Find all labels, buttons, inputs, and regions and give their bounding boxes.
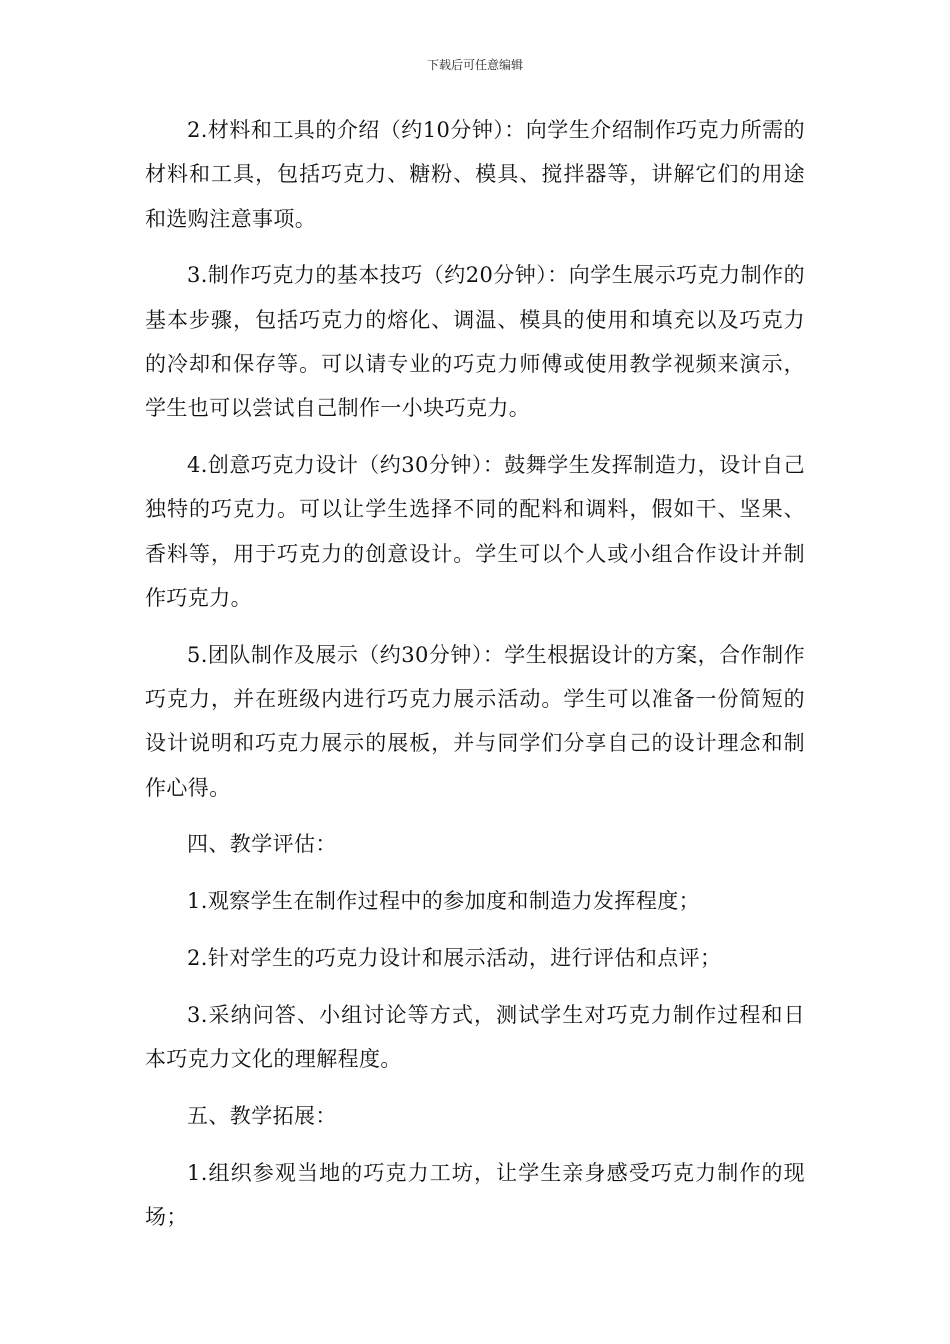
paragraph-extension-1: 1.组织参观当地的巧克力工坊，让学生亲身感受巧克力制作的现场； — [145, 1160, 805, 1230]
paragraph-evaluation-3: 3.采纳问答、小组讨论等方式，测试学生对巧克力制作过程和日本巧克力文化的理解程度。 — [145, 1002, 805, 1072]
section-heading-evaluation: 四、教学评估： — [187, 832, 337, 857]
paragraph-creative-design: 4.创意巧克力设计（约30分钟）：鼓舞学生发挥制造力，设计自己独特的巧克力。可以让学生选择不同的配料和调料，假如干、坚果、香料等，用于巧克力的创意设计。学生可以个人或小组合作设计并制作巧克力。 — [145, 453, 805, 610]
paragraph-materials-tools: 2.材料和工具的介绍（约10分钟）：向学生介绍制作巧克力所需的材料和工具，包括巧克力、糖粉、模具、搅拌器等，讲解它们的用途和选购注意事项。 — [145, 118, 805, 231]
section-heading-extension: 五、教学拓展： — [187, 1103, 337, 1128]
paragraph-team-production: 5.团队制作及展示（约30分钟）：学生根据设计的方案，合作制作巧克力，并在班级内进行巧克力展示活动。学生可以准备一份简短的设计说明和巧克力展示的展板，并与同学们分享自己的设计理念和制作心得。 — [145, 642, 805, 800]
paragraph-evaluation-2: 2.针对学生的巧克力设计和展示活动，进行评估和点评； — [187, 946, 722, 971]
page-header: 下载后可任意编辑 — [426, 58, 523, 72]
document-body — [145, 108, 805, 1252]
paragraph-evaluation-1: 1.观察学生在制作过程中的参加度和制造力发挥程度； — [187, 889, 701, 914]
paragraph-basic-techniques: 3.制作巧克力的基本技巧（约20分钟）：向学生展示巧克力制作的基本步骤，包括巧克力的熔化、调温、模具的使用和填充以及巧克力的冷却和保存等。可以请专业的巧克力师傅或使用教学视频来演示，学生也可以尝试自己制作一小块巧克力。 — [145, 263, 805, 421]
